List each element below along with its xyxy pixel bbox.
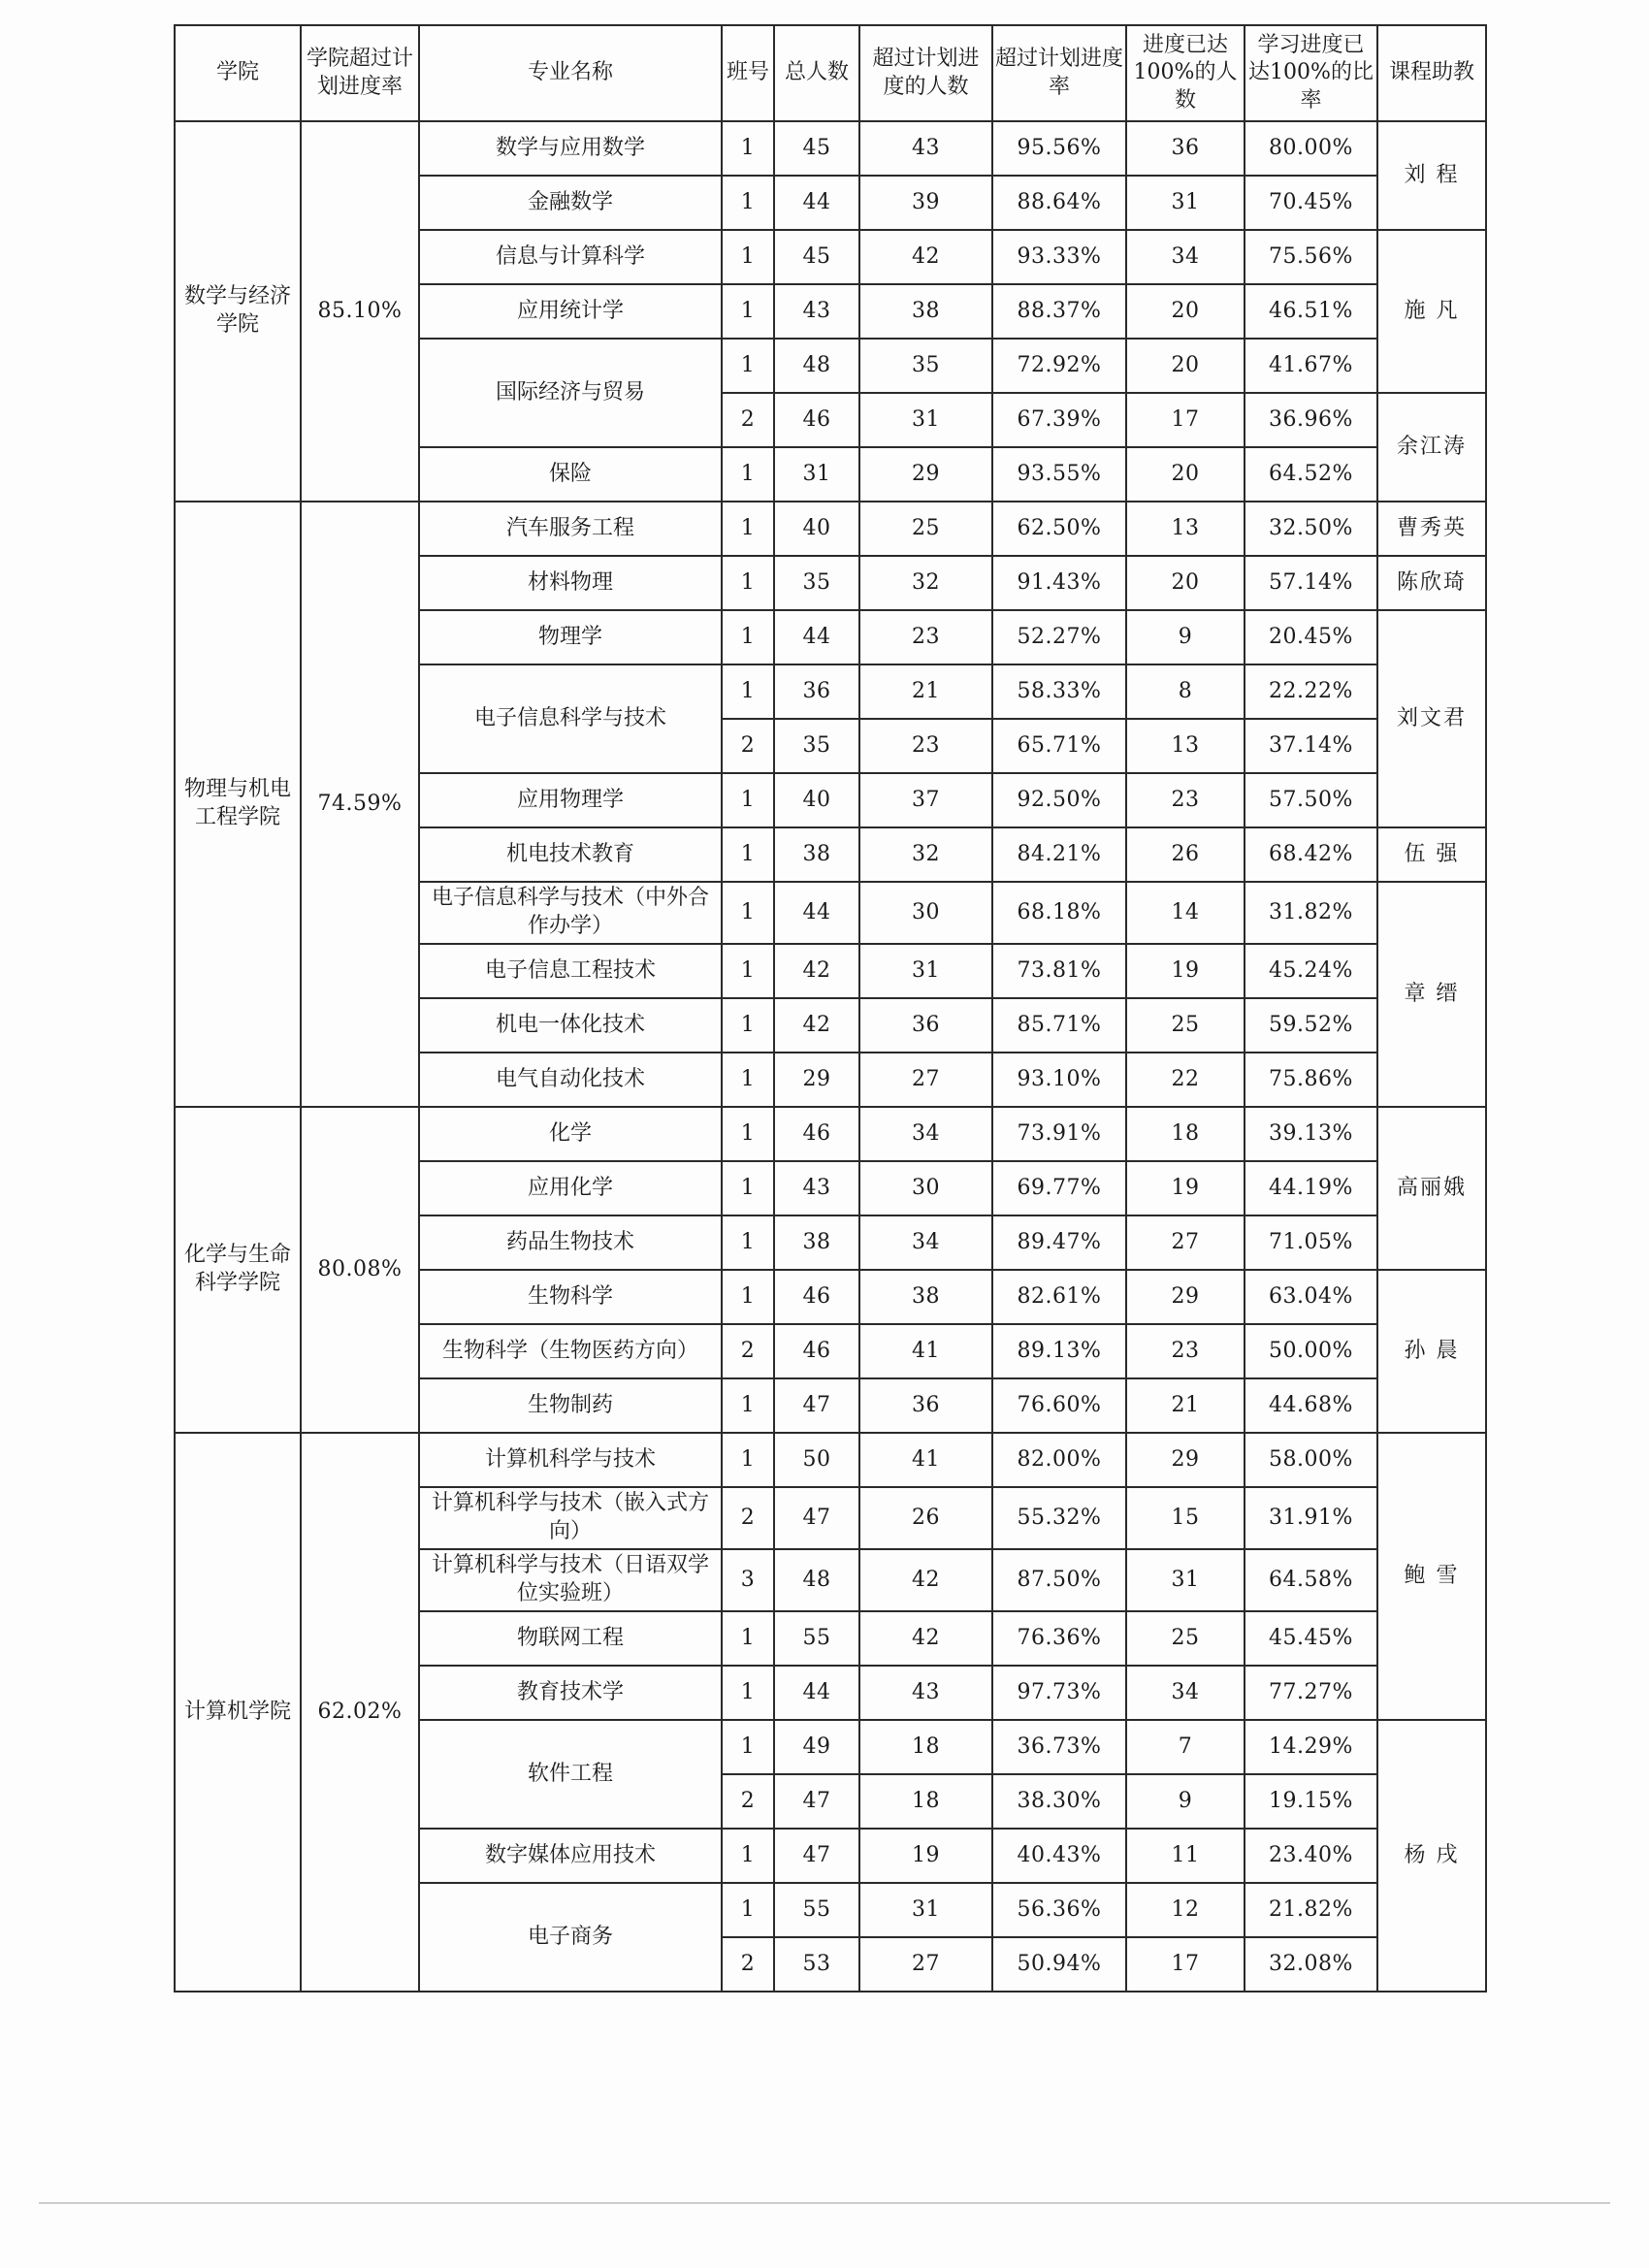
class-number-cell: 1	[722, 1378, 774, 1433]
college-name-cell: 数学与经济学院	[175, 121, 301, 502]
total-count-cell: 35	[774, 556, 859, 610]
assistant-list	[1380, 1434, 1483, 1719]
major-name-cell: 材料物理	[419, 556, 722, 610]
exceed-rate-cell: 38.30%	[992, 1774, 1126, 1829]
header-assistant: 课程助教	[1377, 25, 1486, 121]
done-rate-cell: 45.45%	[1245, 1611, 1377, 1666]
assistant-name: 刘 程	[1404, 162, 1460, 187]
total-count-cell: 45	[774, 121, 859, 176]
class-number-cell: 1	[722, 1433, 774, 1487]
total-count-cell: 46	[774, 1270, 859, 1324]
table-row	[175, 121, 1486, 176]
done-count-cell: 20	[1126, 556, 1245, 610]
done-count-cell: 15	[1126, 1487, 1245, 1549]
college-rate-cell: 85.10%	[301, 121, 419, 502]
class-number-cell: 1	[722, 230, 774, 284]
class-number-cell: 3	[722, 1549, 774, 1611]
exceed-rate-cell: 58.33%	[992, 664, 1126, 719]
total-count-cell: 36	[774, 664, 859, 719]
class-number-cell: 1	[722, 339, 774, 393]
major-name-cell: 电子信息科学与技术	[419, 664, 722, 773]
exceed-rate-cell: 65.71%	[992, 719, 1126, 773]
exceed-count-cell: 30	[859, 882, 992, 944]
assistant-name: 陈欣琦	[1396, 569, 1467, 595]
class-number-cell: 2	[722, 1324, 774, 1378]
header-college: 学院	[175, 25, 301, 121]
done-count-cell: 31	[1126, 176, 1245, 230]
major-name-cell: 国际经济与贸易	[419, 339, 722, 447]
class-number-cell: 1	[722, 1053, 774, 1107]
class-number-cell: 1	[722, 1270, 774, 1324]
exceed-count-cell: 31	[859, 1883, 992, 1937]
exceed-rate-cell: 67.39%	[992, 393, 1126, 447]
assistant-cell	[1377, 1720, 1486, 1992]
total-count-cell: 44	[774, 882, 859, 944]
class-number-cell: 2	[722, 393, 774, 447]
done-rate-cell: 20.45%	[1245, 610, 1377, 664]
major-name-cell: 生物制药	[419, 1378, 722, 1433]
exceed-count-cell: 39	[859, 176, 992, 230]
exceed-count-cell: 43	[859, 1666, 992, 1720]
header-done-count: 进度已达100%的人数	[1126, 25, 1245, 121]
major-name-cell: 保险	[419, 447, 722, 502]
done-count-cell: 8	[1126, 664, 1245, 719]
total-count-cell: 55	[774, 1883, 859, 1937]
class-number-cell: 2	[722, 1774, 774, 1829]
assistant-name: 刘文君	[1396, 705, 1467, 730]
exceed-rate-cell: 85.71%	[992, 998, 1126, 1053]
exceed-rate-cell: 93.10%	[992, 1053, 1126, 1107]
exceed-count-cell: 34	[859, 1107, 992, 1161]
assistant-cell	[1377, 882, 1486, 1107]
class-number-cell: 1	[722, 1611, 774, 1666]
assistant-list	[1380, 557, 1483, 609]
major-name-cell: 电气自动化技术	[419, 1053, 722, 1107]
major-name-cell: 物理学	[419, 610, 722, 664]
done-rate-cell: 39.13%	[1245, 1107, 1377, 1161]
done-rate-cell: 64.52%	[1245, 447, 1377, 502]
major-name-cell: 化学	[419, 1107, 722, 1161]
assistant-name: 章 缙	[1404, 981, 1460, 1006]
major-name-cell: 软件工程	[419, 1720, 722, 1829]
exceed-count-cell: 35	[859, 339, 992, 393]
class-number-cell: 1	[722, 447, 774, 502]
major-name-cell: 计算机科学与技术（嵌入式方向）	[419, 1487, 722, 1549]
major-name-cell: 数学与应用数学	[419, 121, 722, 176]
exceed-count-cell: 26	[859, 1487, 992, 1549]
exceed-rate-cell: 72.92%	[992, 339, 1126, 393]
total-count-cell: 46	[774, 1107, 859, 1161]
assistant-list	[1380, 502, 1483, 555]
done-rate-cell: 70.45%	[1245, 176, 1377, 230]
major-name-cell: 物联网工程	[419, 1611, 722, 1666]
major-name-cell: 应用化学	[419, 1161, 722, 1215]
done-rate-cell: 45.24%	[1245, 944, 1377, 998]
done-count-cell: 22	[1126, 1053, 1245, 1107]
exceed-rate-cell: 62.50%	[992, 502, 1126, 556]
done-rate-cell: 14.29%	[1245, 1720, 1377, 1774]
assistant-cell	[1377, 610, 1486, 827]
assistant-cell	[1377, 1270, 1486, 1433]
college-name-cell: 化学与生命科学学院	[175, 1107, 301, 1433]
done-rate-cell: 36.96%	[1245, 393, 1377, 447]
done-count-cell: 18	[1126, 1107, 1245, 1161]
exceed-rate-cell: 50.94%	[992, 1937, 1126, 1992]
exceed-rate-cell: 92.50%	[992, 773, 1126, 827]
class-number-cell: 1	[722, 1720, 774, 1774]
assistant-name: 杨 戌	[1404, 1842, 1460, 1867]
total-count-cell: 50	[774, 1433, 859, 1487]
exceed-rate-cell: 56.36%	[992, 1883, 1126, 1937]
header-done-rate: 学习进度已达100%的比率	[1245, 25, 1377, 121]
total-count-cell: 44	[774, 610, 859, 664]
major-name-cell: 信息与计算科学	[419, 230, 722, 284]
done-rate-cell: 63.04%	[1245, 1270, 1377, 1324]
assistant-name: 施 凡	[1404, 298, 1460, 323]
done-rate-cell: 32.08%	[1245, 1937, 1377, 1992]
class-number-cell: 1	[722, 1215, 774, 1270]
exceed-rate-cell: 76.60%	[992, 1378, 1126, 1433]
done-count-cell: 14	[1126, 882, 1245, 944]
table-row	[175, 1107, 1486, 1161]
done-count-cell: 7	[1126, 1720, 1245, 1774]
total-count-cell: 31	[774, 447, 859, 502]
done-count-cell: 13	[1126, 502, 1245, 556]
assistant-cell	[1377, 1107, 1486, 1270]
exceed-count-cell: 29	[859, 447, 992, 502]
major-name-cell: 机电一体化技术	[419, 998, 722, 1053]
done-count-cell: 26	[1126, 827, 1245, 882]
exceed-rate-cell: 89.47%	[992, 1215, 1126, 1270]
done-rate-cell: 41.67%	[1245, 339, 1377, 393]
total-count-cell: 55	[774, 1611, 859, 1666]
done-rate-cell: 19.15%	[1245, 1774, 1377, 1829]
exceed-count-cell: 31	[859, 944, 992, 998]
done-count-cell: 23	[1126, 1324, 1245, 1378]
exceed-rate-cell: 84.21%	[992, 827, 1126, 882]
done-rate-cell: 64.58%	[1245, 1549, 1377, 1611]
exceed-count-cell: 23	[859, 610, 992, 664]
exceed-rate-cell: 87.50%	[992, 1549, 1126, 1611]
major-name-cell: 汽车服务工程	[419, 502, 722, 556]
assistant-list	[1380, 122, 1483, 229]
total-count-cell: 44	[774, 176, 859, 230]
major-name-cell: 生物科学（生物医药方向）	[419, 1324, 722, 1378]
exceed-count-cell: 41	[859, 1433, 992, 1487]
exceed-count-cell: 32	[859, 827, 992, 882]
done-count-cell: 20	[1126, 339, 1245, 393]
assistant-cell	[1377, 556, 1486, 610]
total-count-cell: 42	[774, 998, 859, 1053]
table-row	[175, 502, 1486, 556]
progress-table	[174, 24, 1487, 1993]
footer-divider	[39, 2202, 1610, 2204]
major-name-cell: 数字媒体应用技术	[419, 1829, 722, 1883]
college-rate-cell: 80.08%	[301, 1107, 419, 1433]
class-number-cell: 1	[722, 502, 774, 556]
exceed-count-cell: 27	[859, 1937, 992, 1992]
done-count-cell: 34	[1126, 230, 1245, 284]
class-number-cell: 1	[722, 1829, 774, 1883]
exceed-count-cell: 27	[859, 1053, 992, 1107]
done-rate-cell: 57.50%	[1245, 773, 1377, 827]
class-number-cell: 1	[722, 1666, 774, 1720]
assistant-list	[1380, 828, 1483, 881]
total-count-cell: 29	[774, 1053, 859, 1107]
class-number-cell: 1	[722, 773, 774, 827]
class-number-cell: 1	[722, 1161, 774, 1215]
major-name-cell: 药品生物技术	[419, 1215, 722, 1270]
major-name-cell: 机电技术教育	[419, 827, 722, 882]
major-name-cell: 计算机科学与技术（日语双学位实验班）	[419, 1549, 722, 1611]
exceed-rate-cell: 93.33%	[992, 230, 1126, 284]
done-rate-cell: 23.40%	[1245, 1829, 1377, 1883]
class-number-cell: 1	[722, 1107, 774, 1161]
major-name-cell: 应用物理学	[419, 773, 722, 827]
done-rate-cell: 44.68%	[1245, 1378, 1377, 1433]
done-count-cell: 9	[1126, 610, 1245, 664]
header-major: 专业名称	[419, 25, 722, 121]
exceed-rate-cell: 40.43%	[992, 1829, 1126, 1883]
exceed-rate-cell: 97.73%	[992, 1666, 1126, 1720]
major-name-cell: 电子信息工程技术	[419, 944, 722, 998]
exceed-rate-cell: 89.13%	[992, 1324, 1126, 1378]
exceed-count-cell: 19	[859, 1829, 992, 1883]
exceed-count-cell: 18	[859, 1774, 992, 1829]
assistant-cell	[1377, 230, 1486, 393]
class-number-cell: 1	[722, 556, 774, 610]
done-rate-cell: 68.42%	[1245, 827, 1377, 882]
exceed-rate-cell: 82.61%	[992, 1270, 1126, 1324]
total-count-cell: 47	[774, 1829, 859, 1883]
assistant-cell	[1377, 1433, 1486, 1720]
done-count-cell: 29	[1126, 1433, 1245, 1487]
done-rate-cell: 59.52%	[1245, 998, 1377, 1053]
done-count-cell: 25	[1126, 1611, 1245, 1666]
college-name-cell: 计算机学院	[175, 1433, 301, 1992]
exceed-count-cell: 43	[859, 121, 992, 176]
total-count-cell: 42	[774, 944, 859, 998]
total-count-cell: 47	[774, 1774, 859, 1829]
done-count-cell: 34	[1126, 1666, 1245, 1720]
done-rate-cell: 71.05%	[1245, 1215, 1377, 1270]
header-exceed-count: 超过计划进度的人数	[859, 25, 992, 121]
done-count-cell: 13	[1126, 719, 1245, 773]
class-number-cell: 1	[722, 284, 774, 339]
assistant-list	[1380, 1721, 1483, 1991]
done-count-cell: 20	[1126, 284, 1245, 339]
total-count-cell: 46	[774, 1324, 859, 1378]
exceed-rate-cell: 88.64%	[992, 176, 1126, 230]
done-count-cell: 29	[1126, 1270, 1245, 1324]
exceed-rate-cell: 82.00%	[992, 1433, 1126, 1487]
exceed-count-cell: 31	[859, 393, 992, 447]
class-number-cell: 1	[722, 1883, 774, 1937]
major-name-cell: 金融数学	[419, 176, 722, 230]
exceed-rate-cell: 76.36%	[992, 1611, 1126, 1666]
done-rate-cell: 58.00%	[1245, 1433, 1377, 1487]
assistant-list	[1380, 1108, 1483, 1269]
total-count-cell: 38	[774, 1215, 859, 1270]
class-number-cell: 2	[722, 719, 774, 773]
done-count-cell: 17	[1126, 393, 1245, 447]
college-rate-cell: 74.59%	[301, 502, 419, 1107]
assistant-list	[1380, 611, 1483, 826]
assistant-cell	[1377, 393, 1486, 502]
class-number-cell: 1	[722, 176, 774, 230]
done-rate-cell: 44.19%	[1245, 1161, 1377, 1215]
exceed-rate-cell: 73.81%	[992, 944, 1126, 998]
exceed-count-cell: 18	[859, 1720, 992, 1774]
assistant-list	[1380, 883, 1483, 1106]
total-count-cell: 46	[774, 393, 859, 447]
major-name-cell: 计算机科学与技术	[419, 1433, 722, 1487]
done-rate-cell: 50.00%	[1245, 1324, 1377, 1378]
major-name-cell: 应用统计学	[419, 284, 722, 339]
exceed-count-cell: 21	[859, 664, 992, 719]
assistant-name: 伍 强	[1404, 841, 1460, 866]
assistant-name: 曹秀英	[1396, 515, 1467, 540]
done-count-cell: 21	[1126, 1378, 1245, 1433]
done-rate-cell: 75.86%	[1245, 1053, 1377, 1107]
exceed-count-cell: 25	[859, 502, 992, 556]
exceed-count-cell: 38	[859, 1270, 992, 1324]
class-number-cell: 1	[722, 944, 774, 998]
assistant-list	[1380, 231, 1483, 392]
done-count-cell: 23	[1126, 773, 1245, 827]
done-count-cell: 20	[1126, 447, 1245, 502]
header-class-no: 班号	[722, 25, 774, 121]
college-rate-cell: 62.02%	[301, 1433, 419, 1992]
exceed-count-cell: 34	[859, 1215, 992, 1270]
total-count-cell: 47	[774, 1487, 859, 1549]
assistant-name: 孙 晨	[1404, 1338, 1460, 1363]
exceed-rate-cell: 73.91%	[992, 1107, 1126, 1161]
header-exceed-rate: 超过计划进度率	[992, 25, 1126, 121]
class-number-cell: 1	[722, 882, 774, 944]
total-count-cell: 44	[774, 1666, 859, 1720]
exceed-count-cell: 36	[859, 1378, 992, 1433]
class-number-cell: 1	[722, 610, 774, 664]
exceed-count-cell: 37	[859, 773, 992, 827]
done-rate-cell: 80.00%	[1245, 121, 1377, 176]
total-count-cell: 48	[774, 1549, 859, 1611]
total-count-cell: 53	[774, 1937, 859, 1992]
done-count-cell: 12	[1126, 1883, 1245, 1937]
total-count-cell: 43	[774, 284, 859, 339]
done-rate-cell: 32.50%	[1245, 502, 1377, 556]
exceed-rate-cell: 69.77%	[992, 1161, 1126, 1215]
class-number-cell: 2	[722, 1487, 774, 1549]
table-body	[175, 121, 1486, 1992]
exceed-count-cell: 41	[859, 1324, 992, 1378]
done-count-cell: 19	[1126, 944, 1245, 998]
total-count-cell: 43	[774, 1161, 859, 1215]
done-rate-cell: 37.14%	[1245, 719, 1377, 773]
exceed-rate-cell: 88.37%	[992, 284, 1126, 339]
assistant-name: 高丽娥	[1396, 1175, 1467, 1200]
done-count-cell: 27	[1126, 1215, 1245, 1270]
major-name-cell: 电子商务	[419, 1883, 722, 1992]
assistant-list	[1380, 1271, 1483, 1432]
exceed-rate-cell: 68.18%	[992, 882, 1126, 944]
assistant-name: 鲍 雪	[1404, 1563, 1460, 1588]
done-rate-cell: 31.82%	[1245, 882, 1377, 944]
done-count-cell: 31	[1126, 1549, 1245, 1611]
exceed-count-cell: 42	[859, 1611, 992, 1666]
header-total: 总人数	[774, 25, 859, 121]
class-number-cell: 1	[722, 827, 774, 882]
assistant-list	[1380, 394, 1483, 501]
class-number-cell: 1	[722, 998, 774, 1053]
major-name-cell: 教育技术学	[419, 1666, 722, 1720]
class-number-cell: 2	[722, 1937, 774, 1992]
assistant-name: 余江涛	[1396, 434, 1467, 459]
total-count-cell: 47	[774, 1378, 859, 1433]
exceed-rate-cell: 91.43%	[992, 556, 1126, 610]
table-row	[175, 1433, 1486, 1487]
exceed-rate-cell: 52.27%	[992, 610, 1126, 664]
done-rate-cell: 31.91%	[1245, 1487, 1377, 1549]
done-rate-cell: 22.22%	[1245, 664, 1377, 719]
assistant-cell	[1377, 502, 1486, 556]
done-count-cell: 9	[1126, 1774, 1245, 1829]
exceed-rate-cell: 95.56%	[992, 121, 1126, 176]
done-count-cell: 11	[1126, 1829, 1245, 1883]
major-name-cell: 生物科学	[419, 1270, 722, 1324]
exceed-rate-cell: 93.55%	[992, 447, 1126, 502]
done-rate-cell: 46.51%	[1245, 284, 1377, 339]
total-count-cell: 40	[774, 502, 859, 556]
assistant-cell	[1377, 121, 1486, 230]
done-rate-cell: 75.56%	[1245, 230, 1377, 284]
done-count-cell: 36	[1126, 121, 1245, 176]
exceed-rate-cell: 55.32%	[992, 1487, 1126, 1549]
done-count-cell: 17	[1126, 1937, 1245, 1992]
total-count-cell: 40	[774, 773, 859, 827]
class-number-cell: 1	[722, 121, 774, 176]
exceed-count-cell: 23	[859, 719, 992, 773]
header-college-rate: 学院超过计划进度率	[301, 25, 419, 121]
done-count-cell: 25	[1126, 998, 1245, 1053]
assistant-cell	[1377, 827, 1486, 882]
done-rate-cell: 57.14%	[1245, 556, 1377, 610]
exceed-count-cell: 32	[859, 556, 992, 610]
exceed-count-cell: 38	[859, 284, 992, 339]
total-count-cell: 35	[774, 719, 859, 773]
exceed-count-cell: 30	[859, 1161, 992, 1215]
total-count-cell: 48	[774, 339, 859, 393]
done-rate-cell: 77.27%	[1245, 1666, 1377, 1720]
class-number-cell: 1	[722, 664, 774, 719]
total-count-cell: 38	[774, 827, 859, 882]
exceed-count-cell: 42	[859, 1549, 992, 1611]
major-name-cell: 电子信息科学与技术（中外合作办学）	[419, 882, 722, 944]
college-name-cell: 物理与机电工程学院	[175, 502, 301, 1107]
done-count-cell: 19	[1126, 1161, 1245, 1215]
header-row	[175, 25, 1486, 121]
total-count-cell: 49	[774, 1720, 859, 1774]
exceed-count-cell: 36	[859, 998, 992, 1053]
exceed-count-cell: 42	[859, 230, 992, 284]
total-count-cell: 45	[774, 230, 859, 284]
done-rate-cell: 21.82%	[1245, 1883, 1377, 1937]
exceed-rate-cell: 36.73%	[992, 1720, 1126, 1774]
